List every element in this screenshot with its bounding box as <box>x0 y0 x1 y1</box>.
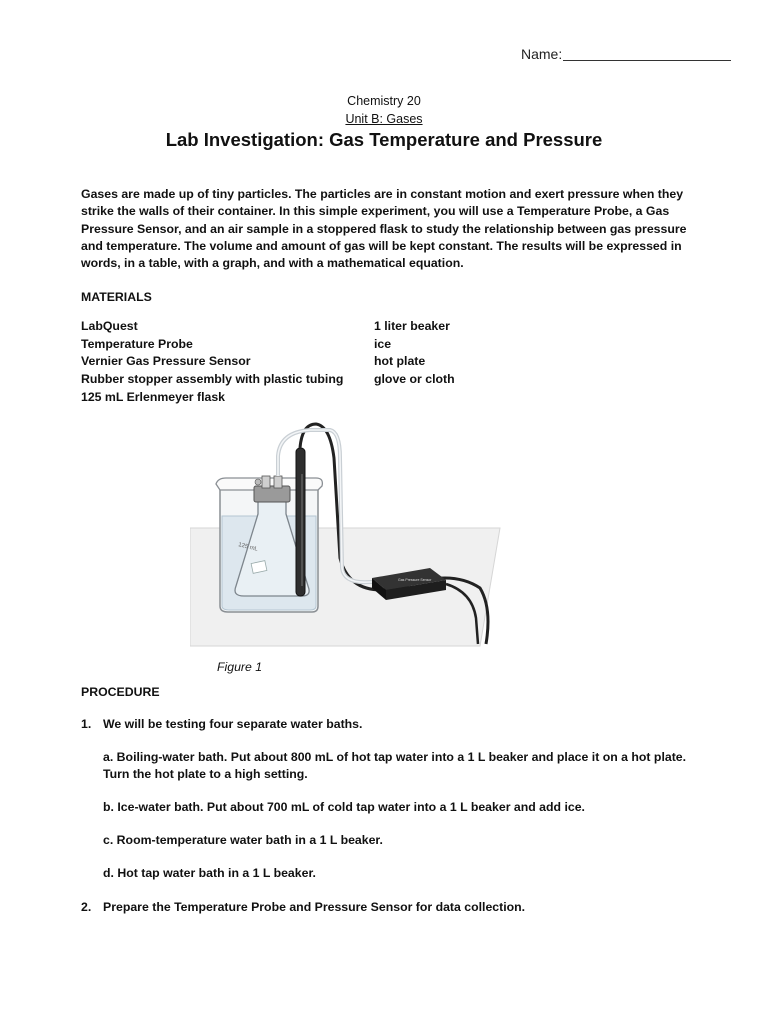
stopper-valve <box>262 476 270 488</box>
step-text: We will be testing four separate water baths. <box>103 717 363 731</box>
step-number: 1. <box>81 717 92 731</box>
step-number: 2. <box>81 900 92 914</box>
procedure-step-2 <box>81 899 701 917</box>
unit-label: Unit B: Gases <box>345 112 423 126</box>
materials-list-right <box>374 318 455 389</box>
material-item: 1 liter beaker <box>374 319 450 333</box>
procedure-heading: PROCEDURE <box>81 685 160 699</box>
temperature-probe <box>296 448 305 596</box>
material-item: Rubber stopper assembly with plastic tubing <box>81 372 344 387</box>
material-item: Temperature Probe <box>81 336 193 351</box>
material-item: 125 mL Erlenmeyer flask <box>81 389 226 404</box>
name-blank-line <box>563 46 731 61</box>
rubber-stopper <box>254 486 290 502</box>
procedure-step-1 <box>81 716 701 734</box>
material-item: glove or cloth <box>374 372 455 387</box>
name-field <box>521 46 731 62</box>
figure-caption: Figure 1 <box>217 660 263 674</box>
flask-marking-text: 125 mL <box>237 542 259 553</box>
materials-heading: MATERIALS <box>81 290 152 304</box>
step-text: Prepare the Temperature Probe and Pressure Sensor for data collection. <box>103 900 526 914</box>
material-item: hot plate <box>374 354 426 369</box>
procedure-substep-b: b. Ice-water bath. Put about 700 mL of cold tap water into a 1 L beaker and add ice. <box>103 800 585 814</box>
page-title: Lab Investigation: Gas Temperature and Pressure <box>165 129 603 150</box>
apparatus-figure <box>190 418 502 655</box>
procedure-substep-c: c. Room-temperature water bath in a 1 L beaker. <box>103 833 383 847</box>
sensor-label-text: Gas Pressure Sensor <box>398 578 432 582</box>
procedure-substep-d: d. Hot tap water bath in a 1 L beaker. <box>103 866 316 880</box>
stopper-valve <box>274 476 282 488</box>
material-item: Vernier Gas Pressure Sensor <box>81 354 251 369</box>
intro-paragraph: Gases are made up of tiny particles. The particles are in constant motion and exert pressure when they strike the walls of their container. In this simple experiment, you will use a Temperature Probe, a Gas Pressure Sensor, and an air sample in a stoppered flask to study the relationship between gas pressure and temperature. The volume and amount of gas will be kept constant. The results will be expressed in words, in a table, with a graph, and with a mathematical equation. <box>81 187 687 271</box>
name-label: Name: <box>521 46 563 62</box>
apparatus-illustration <box>190 418 502 650</box>
course-title: Chemistry 20 <box>347 94 421 108</box>
unit-title <box>0 112 768 126</box>
material-item: LabQuest <box>81 319 138 333</box>
procedure-substep-a: a. Boiling-water bath. Put about 800 mL of hot tap water into a 1 L beaker and place it on a hot plate. Turn the hot plate to a high setting. <box>103 750 687 782</box>
materials-list-left <box>81 318 343 407</box>
material-item: ice <box>374 336 392 351</box>
